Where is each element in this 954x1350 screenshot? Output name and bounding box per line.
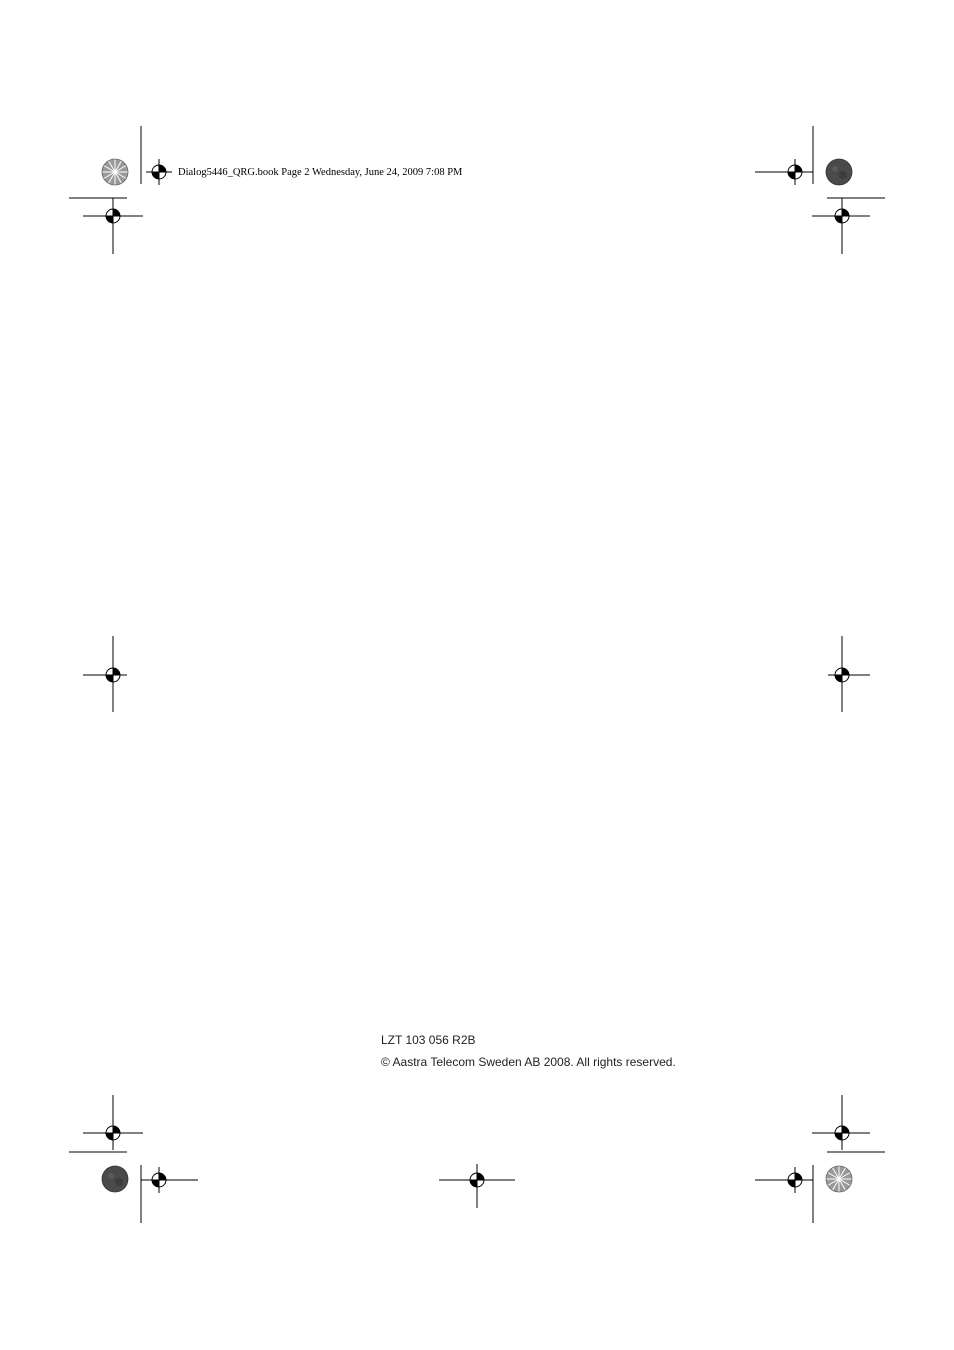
registration-mark-top-left <box>146 159 172 185</box>
dark-circle-top-right <box>826 159 852 185</box>
print-slug-header: Dialog5446_QRG.book Page 2 Wednesday, June 24, 2009 7:08 PM <box>178 167 463 178</box>
starburst-circle-bottom-right <box>826 1166 852 1192</box>
dark-circle-bottom-left <box>102 1166 128 1192</box>
document-number: LZT 103 056 R2B <box>381 1033 476 1047</box>
starburst-circle-top-left <box>102 159 128 185</box>
copyright-notice: © Aastra Telecom Sweden AB 2008. All rights reserved. <box>381 1055 676 1069</box>
